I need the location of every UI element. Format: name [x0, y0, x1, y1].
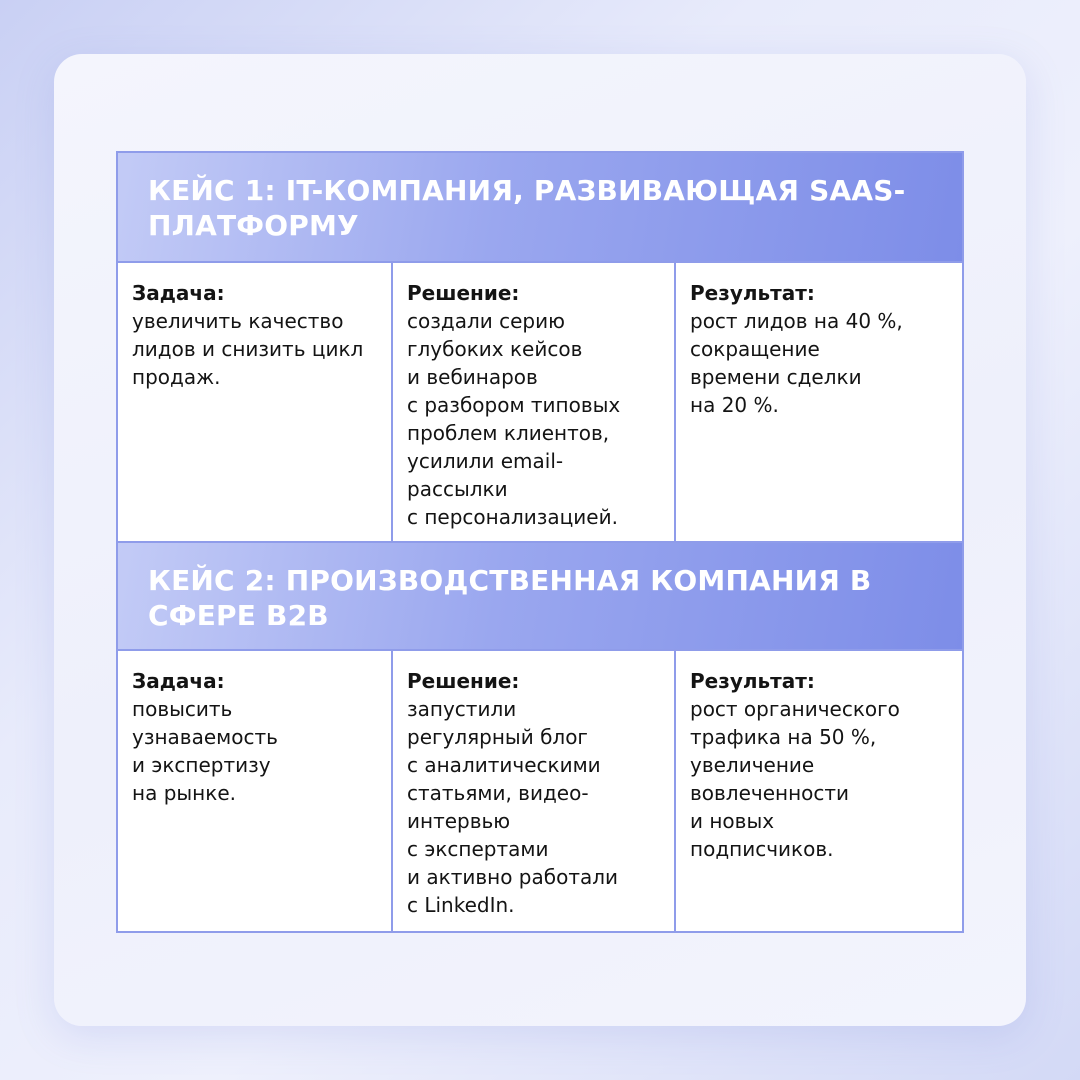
case-2-row	[118, 649, 962, 931]
case-1-header	[118, 153, 962, 261]
case-1-solution-label: Решение:	[407, 281, 520, 305]
case-2-task-label: Задача:	[132, 669, 225, 693]
case-1-result-text: рост лидов на 40 %, сокращение времени сделки на 20 %.	[690, 309, 903, 417]
case-1-solution-text: создали серию глубоких кейсов и вебинаров с разбором типовых проблем клиентов, усилили email- рассылки с персонализацией.	[407, 309, 621, 529]
case-2-result-text: рост органического трафика на 50 %, увеличение вовлеченности и новых подписчиков.	[690, 697, 900, 861]
case-1-result-label: Результат:	[690, 281, 815, 305]
case-1-task-label: Задача:	[132, 281, 225, 305]
case-2-task-text: повысить узнаваемость и экспертизу на рынке.	[132, 697, 278, 805]
case-2-result-cell	[674, 651, 962, 931]
case-1-title: КЕЙС 1: IT-КОМПАНИЯ, РАЗВИВАЮЩАЯ SAAS-ПЛАТФОРМУ	[148, 174, 906, 242]
case-1-task-cell	[118, 263, 391, 541]
case-2-solution-text: запустили регулярный блог с аналитическими статьями, видео- интервью с экспертами и активно работали с LinkedIn.	[407, 697, 619, 917]
case-1-task-text: увеличить качество лидов и снизить цикл продаж.	[132, 309, 364, 389]
case-2-task-cell	[118, 651, 391, 931]
case-1-row	[118, 261, 962, 541]
case-1-result-cell	[674, 263, 962, 541]
case-1-solution-cell	[391, 263, 674, 541]
case-2-header	[118, 541, 962, 649]
case-2-result-label: Результат:	[690, 669, 815, 693]
case-2-solution-label: Решение:	[407, 669, 520, 693]
case-2-title: КЕЙС 2: ПРОИЗВОДСТВЕННАЯ КОМПАНИЯ В СФЕРЕ B2B	[148, 564, 872, 632]
cases-table	[116, 151, 964, 933]
case-2-solution-cell	[391, 651, 674, 931]
